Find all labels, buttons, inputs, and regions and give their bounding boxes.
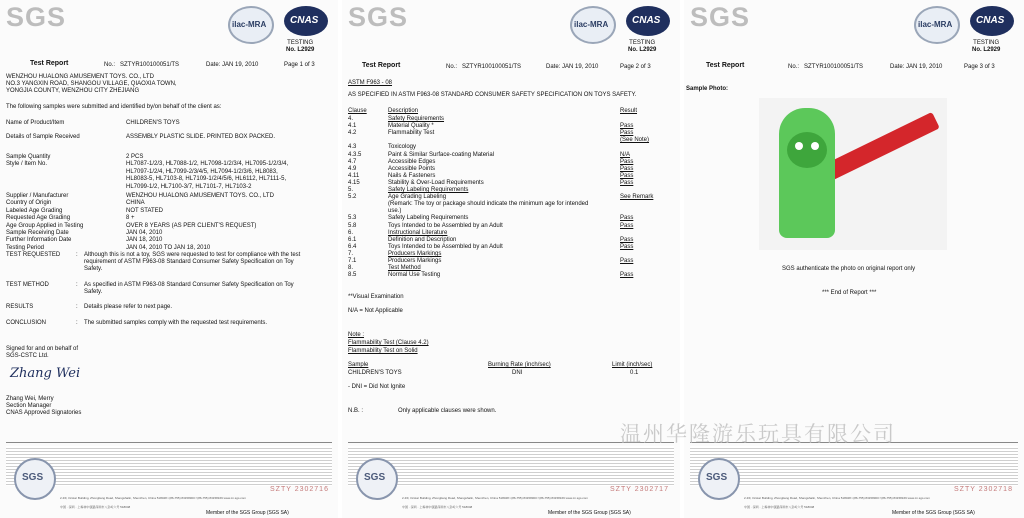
sgs-seal: SGS <box>14 458 56 500</box>
report-no-label: No.: <box>104 62 116 68</box>
field-value: HL7099-1/2, HL7100-3/7, HL7101-7, HL7103-2 <box>126 183 252 190</box>
clause-number: 7. <box>348 250 354 257</box>
clause-description: Toxicology <box>388 144 417 151</box>
na-note: N/A = Not Applicable <box>348 308 403 314</box>
note-flammability: Flammability Test (Clause 4.2) <box>348 340 429 346</box>
field-value: ASSEMBLY PLASTIC SLIDE. PRINTED BOX PACKED. <box>126 134 276 140</box>
field-label: Age Group Applied in Testing <box>6 222 84 229</box>
section-text: Although this is not a toy, SGS were requested to test for compliance with the test <box>84 252 301 258</box>
address-line: 2.4/F, Ocstar Building, Zhongliang Road, Shangshalin, Shenzhen, China 518048 t (86-755) 83158300 f (86-755) 83158169 www.cn.sgs.com <box>402 496 588 500</box>
address-cn: 中国 · 深圳 · 上梅林中康路深圳市八卦岭六号 518048 <box>402 505 473 509</box>
clause-result: Pass <box>620 222 634 229</box>
clause-number: 5. <box>348 187 354 193</box>
limit-header: Limit (inch/sec) <box>612 362 653 368</box>
clause-description: Definition and Description <box>388 236 457 243</box>
nb-text: Only applicable clauses were shown. <box>398 408 497 414</box>
clause-result: Pass <box>620 130 634 137</box>
clause-number: 6. <box>348 229 354 236</box>
cnas-logo: CNAS <box>284 6 328 36</box>
section-label: TEST METHOD <box>6 282 49 288</box>
clause-description: Paint & Similar Surface-coating Material <box>388 151 495 158</box>
member-line: Member of the SGS Group (SGS SA) <box>548 510 631 516</box>
field-value: WENZHOU HUALONG AMUSEMENT TOYS. CO., LTD <box>126 193 274 199</box>
report-title: Test Report <box>362 62 401 69</box>
clause-number: 4.15 <box>348 179 360 186</box>
clause-description: Accessible Edges <box>388 158 436 165</box>
col-clause: Clause <box>348 108 367 114</box>
clause-number: 4.2 <box>348 130 357 137</box>
page-number: Page 1 of 3 <box>284 62 315 68</box>
clause-number: 4.9 <box>348 165 357 172</box>
address-line: 2.4/F, Ocstar Building, Zhongliang Road, Shangshalin, Shenzhen, China 518048 t (86-755) 83158300 f (86-755) 83158169 www.cn.sgs.com <box>60 496 246 500</box>
report-no: SZTYR100100051/TS <box>120 62 180 68</box>
section-text: requirement of ASTM F963-08 Standard Consumer Safety Specification on Toy <box>84 259 294 265</box>
address-line: 2.4/F, Ocstar Building, Zhongliang Road, Shangshalin, Shenzhen, China 518048 t (86-755) 83158300 f (86-755) 83158169 www.cn.sgs.com <box>744 496 930 500</box>
spec-heading: AS SPECIFIED IN ASTM F963-08 STANDARD CONSUMER SAFETY SPECIFICATION ON TOYS SAFETY. <box>348 92 637 98</box>
clause-result: Pass <box>620 165 634 172</box>
client-block: WENZHOU HUALONG AMUSEMENT TOYS. CO., LTD NO.3 YANGXIN ROAD, SHANGOU VILLAGE, QIAOXIA TOWN, YONGJIA COUNTY, WENZHOU CITY ZHEJIANG <box>6 74 177 94</box>
report-no-label: No.: <box>788 64 800 70</box>
frog-ladder <box>779 108 835 238</box>
sgs-logo: SGS <box>690 2 751 32</box>
clause-result: Pass <box>620 215 634 222</box>
clause-number: 5.2 <box>348 194 357 201</box>
field-value: JAN 18, 2010 <box>126 237 163 244</box>
sgs-seal: SGS <box>698 458 740 500</box>
clause-description: Age Grading Labeling <box>388 194 447 201</box>
clause-result: Pass <box>620 179 634 186</box>
clause-number: 7.1 <box>348 258 357 264</box>
report-no-label: No.: <box>446 64 458 70</box>
field-label: Testing Period <box>6 244 45 251</box>
col-result: Result <box>620 108 638 114</box>
section-label: TEST REQUESTED <box>6 252 61 258</box>
clause-description: Safety Labeling Requirements <box>388 187 469 193</box>
cnas-logo: CNAS <box>626 6 670 36</box>
clause-result: N/A <box>620 151 631 158</box>
sgs-logo: SGS <box>348 2 409 32</box>
clause-number: 6.1 <box>348 236 357 243</box>
section-text: Safety. <box>84 289 103 295</box>
clause-result: Pass <box>620 123 634 130</box>
report-page-1 <box>0 0 338 518</box>
clause-result: (See Note) <box>620 137 650 144</box>
sample-header: Sample <box>348 362 369 368</box>
member-line: Member of the SGS Group (SGS SA) <box>206 510 289 516</box>
burning-value: DNI <box>512 370 523 376</box>
clause-description: Stability & Over-Load Requirements <box>388 179 484 186</box>
address-cn: 中国 · 深圳 · 上梅林中康路深圳市八卦岭六号 518048 <box>744 505 815 509</box>
clause-description: Test Method <box>388 265 421 272</box>
cnas-logo: CNAS <box>970 6 1014 36</box>
field-label: Country of Origin <box>6 200 52 207</box>
field-value: 8 + <box>126 215 135 222</box>
field-value: OVER 8 YEARS (AS PER CLIENT'S REQUEST) <box>126 222 257 229</box>
clause-number: 6.4 <box>348 243 357 250</box>
field-value: 2 PCS <box>126 154 144 160</box>
note-label: Note : <box>348 332 365 338</box>
visual-note: **Visual Examination <box>348 294 404 300</box>
report-date: Date: JAN 19, 2010 <box>206 62 259 68</box>
field-label: Name of Product/Item <box>6 120 65 126</box>
field-label: Further Information Date <box>6 237 72 244</box>
dni-note: - DNI = Did Not Ignite <box>348 384 406 390</box>
report-title: Test Report <box>706 62 745 69</box>
section-label: CONCLUSION <box>6 320 47 326</box>
clause-description: Producers Markings <box>388 258 442 264</box>
clause-result: Pass <box>620 158 634 165</box>
field-value: NOT STATED <box>126 207 164 214</box>
col-description: Description <box>388 108 419 114</box>
field-label: Details of Sample Received <box>6 134 80 140</box>
page-number: Page 3 of 3 <box>964 64 995 70</box>
testing-lab-no: TESTING No. L2929 <box>972 40 1001 53</box>
field-value: CHINA <box>126 200 145 207</box>
section-colon: : <box>76 252 78 258</box>
member-line: Member of the SGS Group (SGS SA) <box>892 510 975 516</box>
clause-number: 8. <box>348 265 354 272</box>
clause-description: Toys Intended to be Assembled by an Adult <box>388 222 503 229</box>
field-label: Sample Receiving Date <box>6 230 69 236</box>
ilac-mra-logo: ilac-MRA <box>914 6 960 44</box>
ilac-mra-logo: ilac-MRA <box>228 6 274 44</box>
section-text: As specified in ASTM F963-08 Standard Consumer Safety Specification on Toy <box>84 282 294 288</box>
ilac-mra-logo: ilac-MRA <box>570 6 616 44</box>
clause-description: Accessible Points <box>388 165 436 172</box>
clause-number: 4.7 <box>348 158 357 165</box>
intro-text: The following samples were submitted and identified by/on behalf of the client as: <box>6 104 222 110</box>
standard-heading: ASTM F963 - 08 <box>348 80 393 86</box>
clause-description: (Remark: The toy or package should indicate the minimum age for intended <box>388 201 589 208</box>
clause-number: 4.3 <box>348 144 357 151</box>
serial-number: SZTY 2302718 <box>954 486 1013 493</box>
serial-number: SZTY 2302716 <box>270 486 329 493</box>
section-text: The submitted samples comply with the requested test requirements. <box>84 320 268 326</box>
clause-description: Normal Use Testing <box>388 272 441 279</box>
field-label: Labeled Age Grading <box>6 207 63 214</box>
clause-description: Safety Labeling Requirements <box>388 215 469 222</box>
testing-lab-no: TESTING No. L2929 <box>628 40 657 53</box>
testing-lab-no: TESTING No. L2929 <box>286 40 315 53</box>
company-watermark: 温州华隆游乐玩具有限公司 <box>620 423 896 446</box>
sgs-logo: SGS <box>6 2 67 32</box>
section-colon: : <box>76 304 78 310</box>
field-label: Requested Age Grading <box>6 215 71 222</box>
signature: Zhang Wei <box>10 366 81 381</box>
clause-description: Flammability Test <box>388 130 435 137</box>
section-text: Details please refer to next page. <box>84 304 173 310</box>
field-value: HL7097-1/2/4, HL7099-2/3/4/5, HL7094-1/2/3/6, HL8083, <box>126 168 278 175</box>
clause-number: 4.11 <box>348 172 360 179</box>
clause-description: Toys Intended to be Assembled by an Adult <box>388 243 503 250</box>
photo-auth-note: SGS authenticate the photo on original report only <box>782 266 916 272</box>
clause-number: 4.1 <box>348 123 357 130</box>
section-text: Safety. <box>84 266 103 272</box>
report-date: Date: JAN 19, 2010 <box>546 64 599 70</box>
field-value: HL8083-5, HL7103-8, HL7109-1/2/4/5/6, HL6112, HL7111-5, <box>126 176 287 183</box>
clause-number: 5.8 <box>348 222 357 229</box>
report-no: SZTYR100100051/TS <box>804 64 864 70</box>
clause-result: See Remark <box>620 194 654 201</box>
sample-value: CHILDREN'S TOYS <box>348 370 402 376</box>
clause-result: Pass <box>620 236 634 243</box>
serial-number: SZTY 2302717 <box>610 486 669 493</box>
clause-description: Material Quality * <box>388 123 434 130</box>
field-value: JAN 04, 2010 TO JAN 18, 2010 <box>126 244 211 251</box>
section-label: RESULTS <box>6 304 34 310</box>
sgs-seal: SGS <box>356 458 398 500</box>
field-label: Style / Item No. <box>6 161 48 168</box>
field-label: Sample Quantity <box>6 154 51 160</box>
clause-description: Safety Requirements <box>388 116 445 122</box>
clause-number: 8.5 <box>348 272 357 279</box>
clause-description: Nails & Fasteners <box>388 172 436 179</box>
field-value: JAN 04, 2010 <box>126 230 163 236</box>
field-label: Supplier / Manufacturer <box>6 193 69 199</box>
burning-header: Burning Rate (inch/sec) <box>488 362 551 368</box>
page-number: Page 2 of 3 <box>620 64 651 70</box>
sample-photo <box>759 98 947 250</box>
note-solid: Flammability Test on Solid <box>348 348 418 354</box>
end-of-report: *** End of Report *** <box>822 290 877 296</box>
signer-block: Zhang Wei, Merry Section Manager CNAS Approved Signatories <box>6 396 82 416</box>
field-value: CHILDREN'S TOYS <box>126 120 180 126</box>
report-date: Date: JAN 19, 2010 <box>890 64 943 70</box>
field-value: HL7087-1/2/3, HL7088-1/2, HL7098-1/2/3/4, HL7095-1/2/3/4, <box>126 161 289 168</box>
report-no: SZTYR100100051/TS <box>462 64 522 70</box>
clause-number: 4.3.5 <box>348 151 362 158</box>
clause-number: 4. <box>348 116 354 122</box>
clause-description: use.) <box>388 208 402 215</box>
clause-result: Pass <box>620 258 634 264</box>
limit-value: 0.1 <box>630 370 639 376</box>
signed-for: Signed for and on behalf of SGS-CSTC Ltd. <box>6 346 79 359</box>
nb-label: N.B. : <box>348 408 364 414</box>
clause-number: 5.3 <box>348 215 357 222</box>
address-cn: 中国 · 深圳 · 上梅林中康路深圳市八卦岭六号 518048 <box>60 505 131 509</box>
report-title: Test Report <box>30 60 69 67</box>
photo-label: Sample Photo: <box>686 86 729 92</box>
clause-result: Pass <box>620 172 634 179</box>
clause-description: Producers Markings <box>388 250 442 257</box>
clause-result: Pass <box>620 243 634 250</box>
clause-result: Pass <box>620 272 634 279</box>
clause-description: Instructional Literature <box>388 229 448 236</box>
section-colon: : <box>76 320 78 326</box>
section-colon: : <box>76 282 78 288</box>
